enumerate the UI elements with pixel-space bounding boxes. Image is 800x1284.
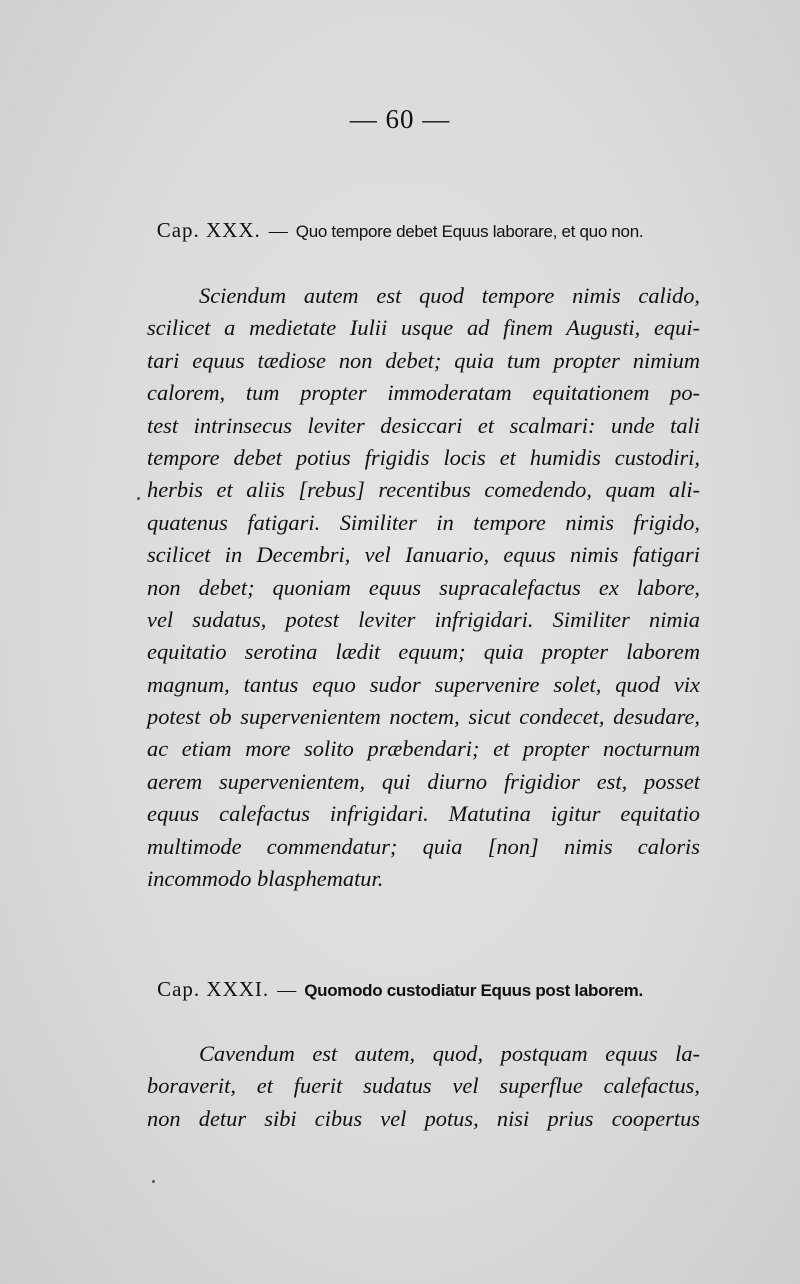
text-line: ac etiam more solito præbendari; et propter nocturnum — [147, 736, 700, 762]
paper-speck — [137, 497, 140, 500]
text-line: herbis et aliis [rebus] recentibus comedendo, quam ali- — [147, 477, 700, 503]
text-line: aerem supervenientem, qui diurno frigidior est, posset — [147, 768, 700, 794]
text-line: Cavendum est autem, quod, postquam equus la- — [199, 1041, 700, 1066]
text-line: test intrinsecus leviter desiccari et scalmari: unde tali — [147, 412, 700, 438]
text-line: vel sudatus, potest leviter infrigidari. Similiter nimia — [147, 606, 700, 632]
chapter-heading: Cap. XXX. — Quo tempore debet Equus laborare, et quo non. — [156, 218, 644, 242]
chapter-number: Cap. XXXI. — [157, 977, 270, 1001]
text-line: scilicet in Decembri, vel Ianuario, equus nimis fatigari — [147, 542, 700, 568]
text-line: Sciendum autem est quod tempore nimis calido, — [199, 283, 700, 308]
chapter-number: Cap. XXX. — [156, 218, 261, 242]
paper-speck — [152, 1180, 155, 1183]
chapter-paragraph — [147, 1038, 700, 1135]
text-line: magnum, tantus equo sudor supervenire solet, quod vix — [147, 671, 700, 697]
text-line: quatenus fatigari. Similiter in tempore nimis frigido, — [147, 509, 700, 535]
text-line: boraverit, et fuerit sudatus vel superflue calefactus, — [147, 1073, 700, 1099]
text-line: calorem, tum propter immoderatam equitationem po- — [147, 380, 700, 406]
chapter-title: Quomodo custodiatur Equus post laborem. — [304, 981, 643, 1000]
chapter-heading: Cap. XXXI. — Quomodo custodiatur Equus post laborem. — [157, 977, 643, 1001]
text-line: tari equus tædiose non debet; quia tum propter nimium — [147, 347, 700, 373]
text-line: multimode commendatur; quia [non] nimis caloris — [147, 833, 700, 859]
text-line: equus calefactus infrigidari. Matutina igitur equitatio — [147, 801, 700, 827]
text-line: tempore debet potius frigidis locis et humidis custodiri, — [147, 444, 700, 470]
text-line: equitatio serotina lædit equum; quia propter laborem — [147, 639, 700, 665]
text-line: scilicet a medietate Iulii usque ad finem Augusti, equi- — [147, 315, 700, 341]
page-number: — 60 — — [349, 104, 451, 134]
chapter-paragraph — [147, 280, 700, 895]
text-line: potest ob supervenientem noctem, sicut condecet, desudare, — [147, 704, 700, 730]
text-line: incommodo blasphematur. — [147, 866, 384, 892]
text-line: non detur sibi cibus vel potus, nisi prius coopertus — [147, 1105, 700, 1131]
text-line: non debet; quoniam equus supracalefactus ex labore, — [147, 574, 700, 600]
chapter-title: Quo tempore debet Equus laborare, et quo non. — [295, 222, 644, 241]
